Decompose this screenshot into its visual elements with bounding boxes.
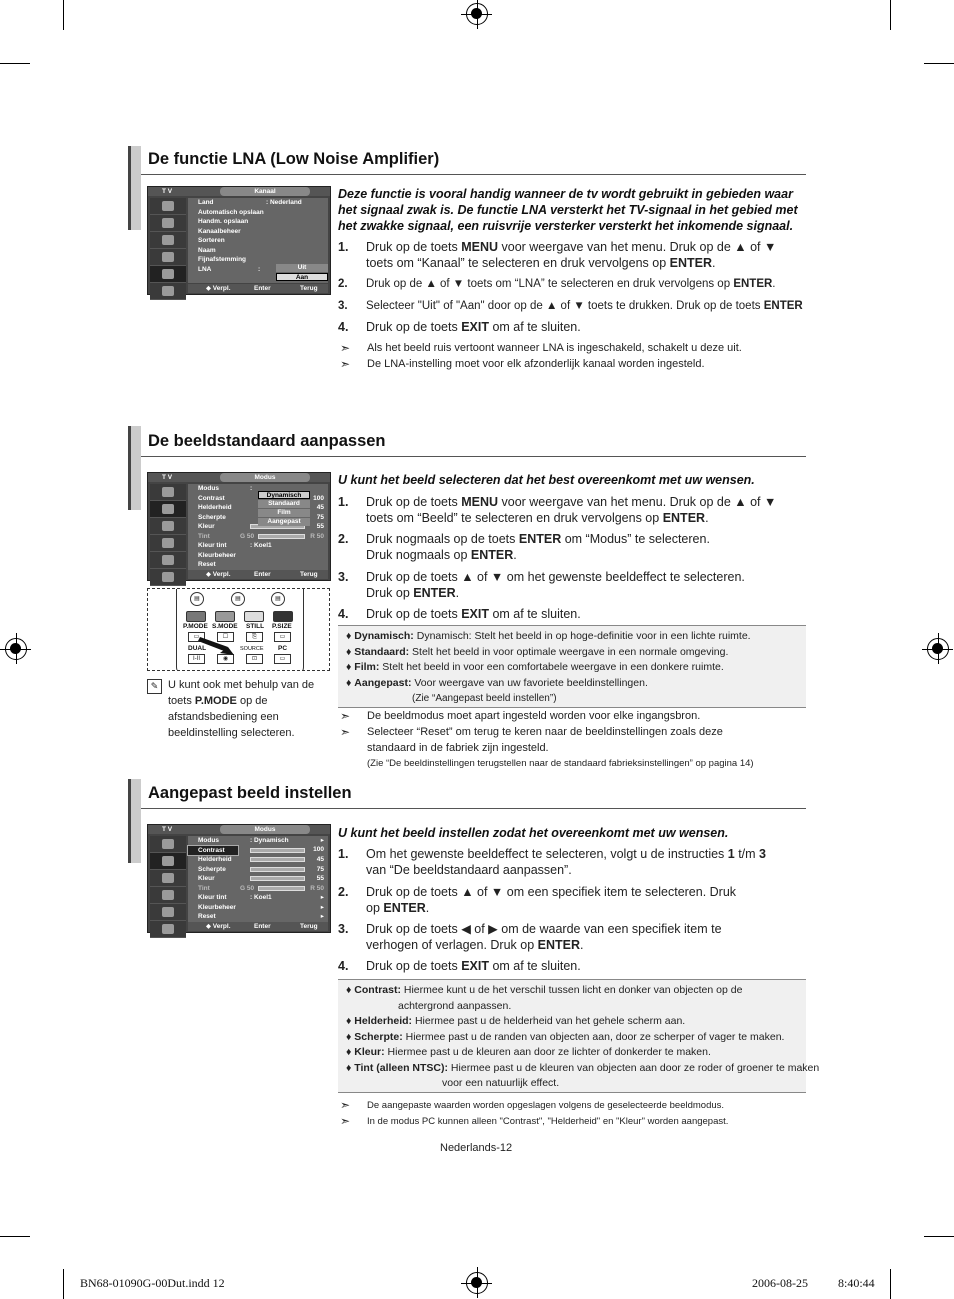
remote-control-illustration: ▤ ▤ ▤ P.MODE S.MODE STILL P.SIZE ▭ ☐ ⎘ ▭ DUAL SOURCE PC I-II ◉ ⊡ ▭ [147,588,330,671]
crop-mark [924,1236,954,1237]
list-item: (Zie “Aangepast beeld instellen”) [412,693,557,704]
section-marker [128,146,141,230]
note: ➣ Als het beeld ruis vertoont wanneer LNA is ingeschakeld, schakelt u deze uit. [340,341,742,355]
print-time: 8:40:44 [838,1276,875,1290]
registration-mark-icon [466,3,488,25]
note: ➣ De aangepaste waarden worden opgeslagen volgens de geselecteerde beeldmodus. [340,1098,725,1112]
step: 1. Druk op de toets MENU voor weergave van het menu. Druk op de ▲ of ▼ toets om “Kanaal” te selecteren en druk vervolgens op ENTER. [338,240,777,270]
crop-mark [63,1269,64,1299]
list-item: ♦ Aangepast: Voor weergave van uw favoriete beeldinstellingen. [346,676,648,689]
section-title-lna: De functie LNA (Low Noise Amplifier) [148,150,440,168]
menu-sidebar [150,836,186,938]
setting-descriptions [338,979,820,1093]
section-title-aangepast: Aangepast beeld instellen [148,784,352,802]
crop-mark [63,0,64,30]
note-arrow-icon: ➣ [340,1098,351,1112]
remote-icon: ▤ [271,592,285,606]
step: 1. Om het gewenste beeldeffect te selecteren, volgt u de instructies 1 t/m 3 van “De beeldstandaard aanpassen”. [338,847,766,877]
section-divider [141,456,806,457]
step: 2. Druk op de toets ▲ of ▼ om een specifiek item te selecteren. Druk op ENTER. [338,885,737,915]
print-file-name: BN68-01090G-00Dut.indd 12 [80,1276,225,1290]
list-item: ♦ Dynamisch: Dynamisch: Stelt het beeld in op hoge-definitie voor in een lichte ruimte. [346,630,751,642]
list-item: ♦ Standaard: Stelt het beeld in voor optimale weergave in een normale omgeving. [346,645,729,658]
section-marker [128,426,141,510]
option-aan: Aan [276,273,328,281]
mode-descriptions [338,625,806,708]
remote-note-icon: ✎ [147,679,162,694]
intro-text: U kunt het beeld instellen zodat het overeenkomt met uw wensen. [338,826,729,840]
section-marker [128,779,141,863]
list-item: ♦ Scherpte: Hiermee past u de randen van objecten aan, door ze scherper of vager te maken. [346,1030,785,1043]
note-arrow-icon: ➣ [340,709,351,723]
note-arrow-icon: ➣ [340,1114,351,1128]
crop-mark [890,1269,891,1299]
note: ➣ De beeldmodus moet apart ingesteld worden voor elke ingangsbron. [340,709,701,723]
menu-sidebar [150,484,186,586]
option-standaard: Standaard [258,500,310,508]
step: 1. Druk op de toets MENU voor weergave van het menu. Druk op de ▲ of ▼ toets om “Beeld” te selecteren en druk vervolgens op ENTER. [338,495,777,525]
menu-sidebar [150,198,186,300]
registration-mark-icon [927,638,949,660]
crop-mark [924,63,954,64]
step: 4. Druk op de toets EXIT om af te sluiten. [338,320,581,334]
list-item: ♦ Film: Stelt het beeld in voor een comfortabele weergave in een donkere ruimte. [346,661,724,673]
note-reference: (Zie “De beeldinstellingen terugstellen naar de standaard fabrieksinstellingen” op pagina 14) [367,758,754,769]
note: ➣ In de modus PC kunnen alleen "Contrast", "Helderheid" en "Kleur" worden aangepast. [340,1114,729,1128]
option-film: Film [258,509,310,517]
list-item: ♦ Kleur: Hiermee past u de kleuren aan door ze lichter of donkerder te maken. [346,1046,711,1058]
tv-menu-modus-custom: T V Modus Modus : Dynamisch ▸ Contrast Helderheid 45 Scherpte 75 Kleur 55 Tint G 50 R 50 Kleur tint : Koel1 ▸ Kleurbeheer ▸ Reset ▸ 100 ◆ Verpl. Enter Terug [147,824,331,933]
crop-mark [0,63,30,64]
remote-icon: ▤ [190,592,204,606]
section-divider [141,808,806,809]
note-arrow-icon: ➣ [340,341,351,355]
step: 3. Druk op de toets ▲ of ▼ om het gewenste beeldeffect te selecteren. Druk op ENTER. [338,570,745,600]
list-item: achtergrond aanpassen. [398,999,512,1012]
step: 3. Selecteer "Uit" of "Aan" door op de ▲ of ▼ toets te drukken. Druk op de toets ENTER [338,300,803,312]
list-item: ♦ Helderheid: Hiermee past u de helderheid van het gehele scherm aan. [346,1015,686,1027]
pointer-arrow-icon [148,589,330,671]
side-note: ✎ U kunt ook met behulp van de toets P.MODE op de afstandsbediening een beeldinstelling selecteren. [147,677,327,741]
step: 2. Druk op de ▲ of ▼ toets om “LNA” te selecteren en druk vervolgens op ENTER. [338,278,776,290]
list-item: voor een natuurlijk effect. [442,1077,560,1089]
option-aangepast: Aangepast [258,518,310,526]
note: ➣ Selecteer “Reset” om terug te keren naar de beeldinstellingen zoals deze standaard in de fabriek zijn ingesteld. [340,725,760,756]
section-title-beeldstandaard: De beeldstandaard aanpassen [148,432,386,450]
step: 4. Druk op de toets EXIT om af te sluiten. [338,607,581,621]
remote-icon: ▤ [231,592,245,606]
page-number: Nederlands-12 [440,1142,513,1154]
option-uit: Uit [276,264,328,272]
step: 3. Druk op de toets ◀ of ▶ om de waarde van een specifiek item te verhogen of verlagen. Druk op ENTER. [338,922,722,952]
step: 4. Druk op de toets EXIT om af te sluiten. [338,959,581,973]
intro-text: Deze functie is vooral handig wanneer de tv wordt gebruikt in gebieden waar het signaal zwak is. De functie LNA versterkt het TV-signaal in het gebied met het zwakke signaal, een ruisvrije versterker versterkt het inkomende signaal. [338,187,798,233]
crop-mark [0,1236,30,1237]
note: ➣ De LNA-instelling moet voor elk afzonderlijk kanaal worden ingesteld. [340,357,705,371]
tv-menu-modus: T V Modus Modus : Contrast 100 Helderheid 45 Scherpte 75 Kleur 55 Tint G 50 R 50 Kleur tint : Koel1 Kleurbeheer Reset Dynamisch Standaard Film Aangepast ◆ Verpl. Enter Terug [147,472,331,581]
option-dynamisch: Dynamisch [258,491,310,499]
print-date: 2006-08-25 [752,1276,808,1290]
registration-mark-icon [466,1272,488,1294]
step: 2. Druk nogmaals op de toets ENTER om “Modus” te selecteren. Druk nogmaals op ENTER. [338,532,710,562]
crop-mark [890,0,891,30]
list-item: ♦ Tint (alleen NTSC): Hiermee past u de kleuren van objecten aan door ze roder of groener te maken [346,1061,820,1074]
intro-text: U kunt het beeld selecteren dat het best overeenkomt met uw wensen. [338,473,755,487]
registration-mark-icon [5,638,27,660]
tv-menu-kanaal: T V Kanaal Land : Nederland Automatisch opslaan Handm. opslaan Kanaalbeheer Sorteren Naam Fijnafstemming LNA : Uit Aan ◆ Verpl. Enter Terug [147,186,331,295]
list-item: ♦ Contrast: Hiermee kunt u de het verschil tussen licht en donker van objecten op de [346,984,743,996]
note-arrow-icon: ➣ [340,357,351,371]
note-arrow-icon: ➣ [340,725,351,739]
section-divider [141,174,806,175]
